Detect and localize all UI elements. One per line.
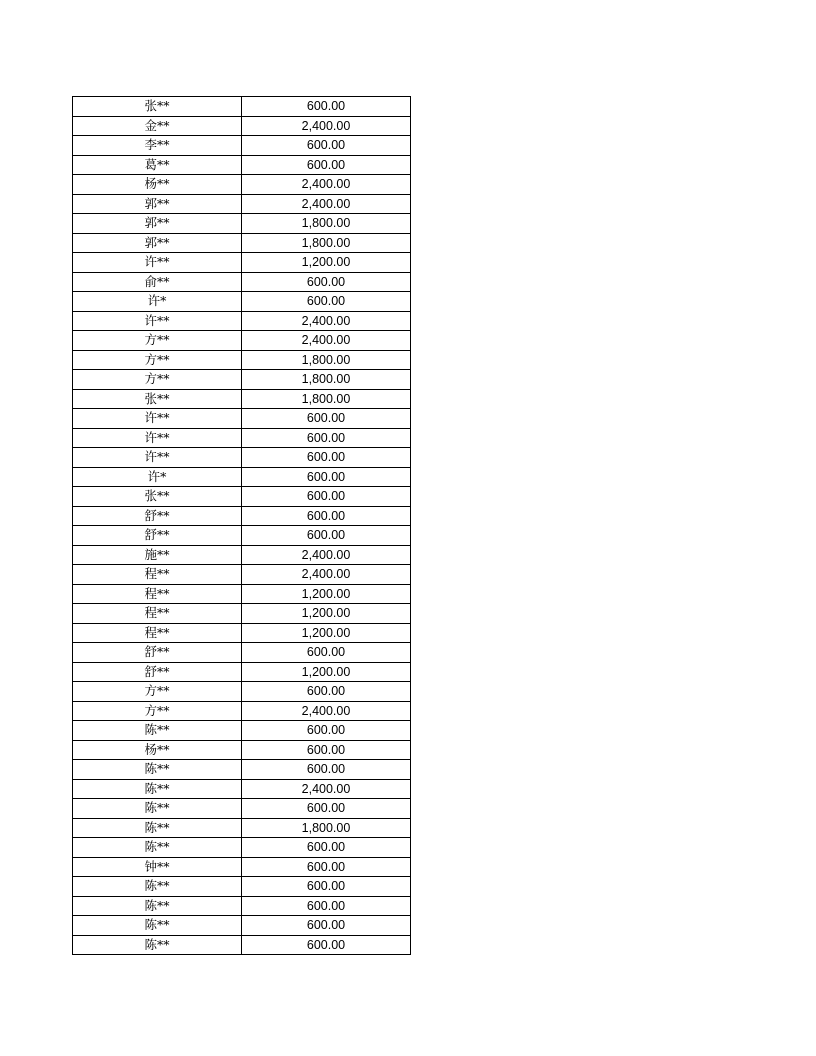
table-row	[73, 350, 411, 370]
table-row	[73, 838, 411, 858]
amount-cell: 1,200.00	[242, 253, 411, 273]
name-cell: 陈**	[73, 838, 242, 858]
amount-cell: 600.00	[242, 136, 411, 156]
name-cell: 钟**	[73, 857, 242, 877]
name-cell: 陈**	[73, 779, 242, 799]
amount-cell: 600.00	[242, 682, 411, 702]
amount-cell: 600.00	[242, 916, 411, 936]
amount-cell: 2,400.00	[242, 311, 411, 331]
amount-cell: 600.00	[242, 428, 411, 448]
name-cell: 许**	[73, 428, 242, 448]
table-row	[73, 935, 411, 955]
amount-cell: 1,200.00	[242, 604, 411, 624]
amount-cell: 2,400.00	[242, 701, 411, 721]
name-cell: 郭**	[73, 233, 242, 253]
table-row	[73, 175, 411, 195]
amount-cell: 600.00	[242, 935, 411, 955]
table-row	[73, 721, 411, 741]
table-row	[73, 272, 411, 292]
amount-cell: 2,400.00	[242, 116, 411, 136]
amount-cell: 600.00	[242, 760, 411, 780]
amount-cell: 1,200.00	[242, 623, 411, 643]
table-row	[73, 97, 411, 117]
amount-cell: 600.00	[242, 838, 411, 858]
amount-cell: 600.00	[242, 526, 411, 546]
amount-cell: 600.00	[242, 97, 411, 117]
amount-cell: 2,400.00	[242, 545, 411, 565]
name-cell: 舒**	[73, 526, 242, 546]
table-row	[73, 857, 411, 877]
table-row	[73, 604, 411, 624]
name-cell: 陈**	[73, 916, 242, 936]
table-row	[73, 584, 411, 604]
name-cell: 许*	[73, 467, 242, 487]
name-cell: 俞**	[73, 272, 242, 292]
name-cell: 张**	[73, 97, 242, 117]
table-row	[73, 389, 411, 409]
amount-cell: 600.00	[242, 467, 411, 487]
name-cell: 郭**	[73, 214, 242, 234]
table-row	[73, 428, 411, 448]
name-cell: 舒**	[73, 643, 242, 663]
table-row	[73, 155, 411, 175]
amount-cell: 600.00	[242, 448, 411, 468]
table-row	[73, 253, 411, 273]
name-cell: 许*	[73, 292, 242, 312]
table-row	[73, 643, 411, 663]
amount-cell: 600.00	[242, 409, 411, 429]
table-row	[73, 740, 411, 760]
table-row	[73, 331, 411, 351]
table-row	[73, 467, 411, 487]
name-cell: 许**	[73, 253, 242, 273]
amount-cell: 1,800.00	[242, 214, 411, 234]
table-row	[73, 506, 411, 526]
amount-cell: 600.00	[242, 799, 411, 819]
amount-cell: 2,400.00	[242, 194, 411, 214]
name-cell: 舒**	[73, 662, 242, 682]
table-row	[73, 916, 411, 936]
name-cell: 陈**	[73, 721, 242, 741]
amount-cell: 600.00	[242, 487, 411, 507]
name-cell: 施**	[73, 545, 242, 565]
table-row	[73, 448, 411, 468]
amount-cell: 1,800.00	[242, 233, 411, 253]
name-cell: 陈**	[73, 877, 242, 897]
table-row	[73, 526, 411, 546]
table-row	[73, 623, 411, 643]
table-row	[73, 194, 411, 214]
name-cell: 舒**	[73, 506, 242, 526]
name-cell: 陈**	[73, 935, 242, 955]
amount-cell: 1,800.00	[242, 389, 411, 409]
table-row	[73, 233, 411, 253]
table-row	[73, 214, 411, 234]
amount-cell: 1,200.00	[242, 584, 411, 604]
table-row	[73, 116, 411, 136]
payment-table	[72, 96, 411, 955]
name-cell: 金**	[73, 116, 242, 136]
table-row	[73, 370, 411, 390]
name-cell: 陈**	[73, 799, 242, 819]
amount-cell: 600.00	[242, 721, 411, 741]
table-row	[73, 409, 411, 429]
amount-cell: 1,800.00	[242, 370, 411, 390]
name-cell: 许**	[73, 311, 242, 331]
name-cell: 杨**	[73, 740, 242, 760]
name-cell: 葛**	[73, 155, 242, 175]
name-cell: 程**	[73, 565, 242, 585]
amount-cell: 600.00	[242, 643, 411, 663]
amount-cell: 600.00	[242, 740, 411, 760]
amount-cell: 2,400.00	[242, 175, 411, 195]
table-row	[73, 682, 411, 702]
name-cell: 程**	[73, 604, 242, 624]
amount-cell: 600.00	[242, 272, 411, 292]
amount-cell: 600.00	[242, 857, 411, 877]
table-row	[73, 818, 411, 838]
amount-cell: 600.00	[242, 877, 411, 897]
table-row	[73, 779, 411, 799]
table-row	[73, 136, 411, 156]
payment-table-body	[73, 97, 411, 955]
table-row	[73, 311, 411, 331]
table-row	[73, 896, 411, 916]
name-cell: 陈**	[73, 896, 242, 916]
name-cell: 方**	[73, 701, 242, 721]
amount-cell: 2,400.00	[242, 331, 411, 351]
name-cell: 陈**	[73, 760, 242, 780]
name-cell: 许**	[73, 409, 242, 429]
name-cell: 方**	[73, 350, 242, 370]
name-cell: 陈**	[73, 818, 242, 838]
name-cell: 李**	[73, 136, 242, 156]
table-row	[73, 701, 411, 721]
name-cell: 杨**	[73, 175, 242, 195]
table-row	[73, 487, 411, 507]
table-row	[73, 877, 411, 897]
amount-cell: 1,800.00	[242, 818, 411, 838]
name-cell: 方**	[73, 682, 242, 702]
amount-cell: 600.00	[242, 506, 411, 526]
name-cell: 方**	[73, 370, 242, 390]
name-cell: 程**	[73, 623, 242, 643]
table-row	[73, 565, 411, 585]
amount-cell: 1,200.00	[242, 662, 411, 682]
amount-cell: 600.00	[242, 155, 411, 175]
amount-cell: 600.00	[242, 292, 411, 312]
table-row	[73, 799, 411, 819]
name-cell: 方**	[73, 331, 242, 351]
name-cell: 许**	[73, 448, 242, 468]
table-row	[73, 292, 411, 312]
name-cell: 郭**	[73, 194, 242, 214]
table-row	[73, 662, 411, 682]
name-cell: 张**	[73, 389, 242, 409]
amount-cell: 2,400.00	[242, 565, 411, 585]
amount-cell: 1,800.00	[242, 350, 411, 370]
amount-cell: 600.00	[242, 896, 411, 916]
table-row	[73, 545, 411, 565]
name-cell: 张**	[73, 487, 242, 507]
table-row	[73, 760, 411, 780]
amount-cell: 2,400.00	[242, 779, 411, 799]
name-cell: 程**	[73, 584, 242, 604]
